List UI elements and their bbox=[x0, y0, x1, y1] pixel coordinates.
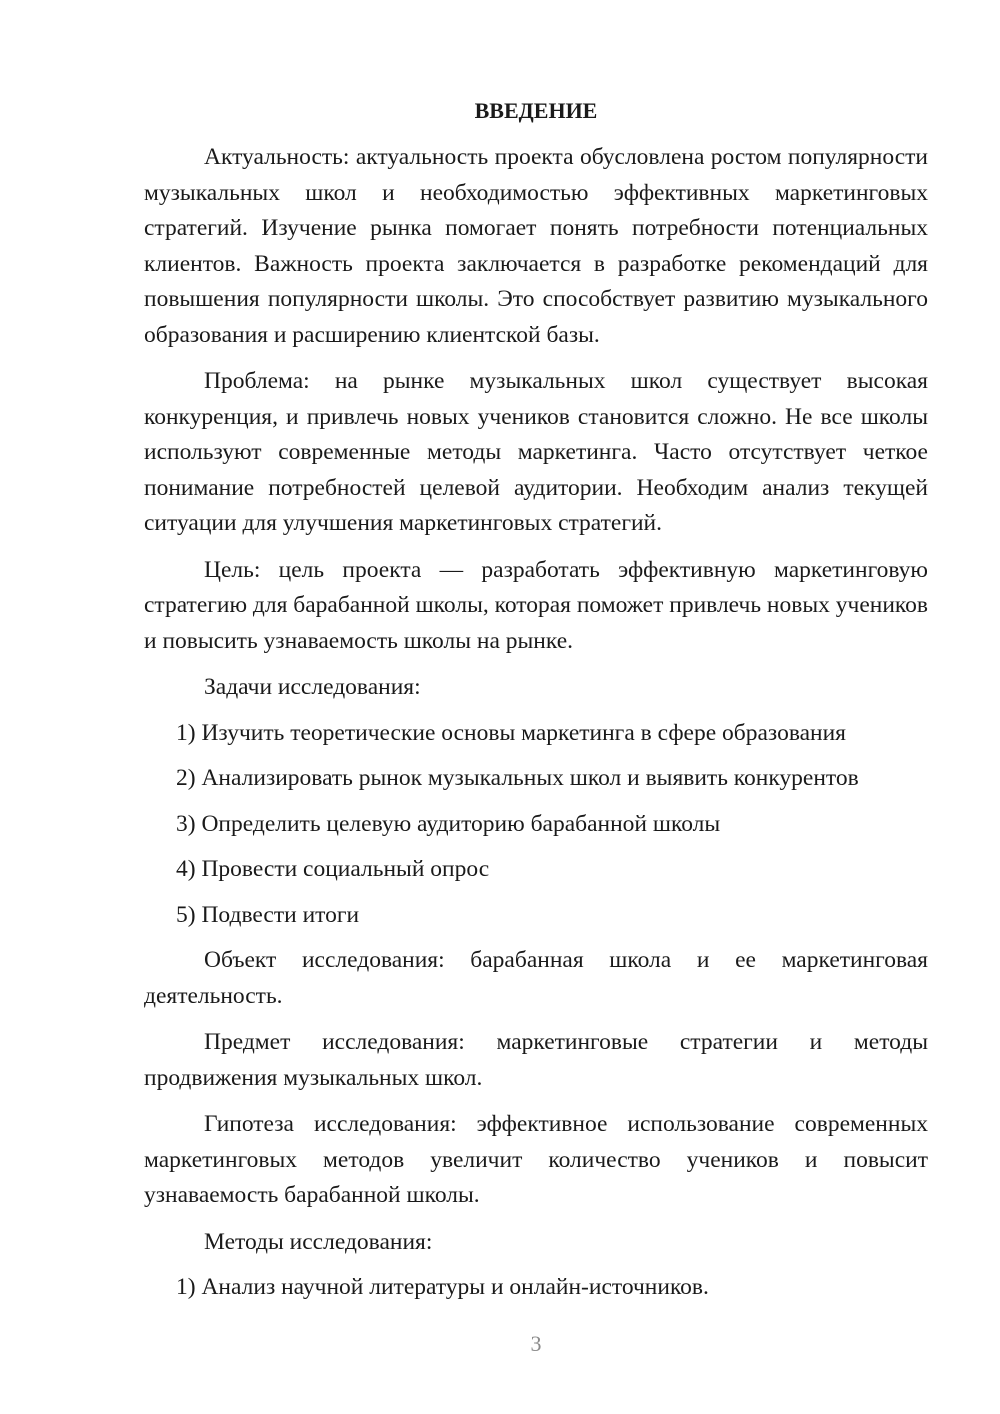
task-item: 4) Провести социальный опрос bbox=[176, 856, 490, 882]
document-page bbox=[144, 96, 928, 1316]
paragraph-problem: Проблема: на рынке музыкальных школ существует высокая конкуренция, и привлечь новых учеников становится сложно. Не все школы используют современные методы маркетинга. Часто отсутствует четкое понимание потребностей целевой аудитории. Необходим анализ текущей ситуации для улучшения маркетинговых стратегий. bbox=[144, 368, 928, 536]
paragraph-relevance: Актуальность: актуальность проекта обусловлена ростом популярности музыкальных школ и необходимостью эффективных маркетинговых стратегий. Изучение рынка помогает понять потребности потенциальных клиентов. Важность проекта заключается в разработке рекомендаций для повышения популярности школы. Это способствует развитию музыкального образования и расширению клиентской базы. bbox=[144, 144, 928, 348]
paragraph-hypothesis: Гипотеза исследования: эффективное использование современных маркетинговых методов увеличит количество учеников и повысит узнаваемость барабанной школы. bbox=[144, 1111, 928, 1208]
paragraph-subject: Предмет исследования: маркетинговые стратегии и методы продвижения музыкальных школ. bbox=[144, 1029, 928, 1091]
paragraph-goal: Цель: цель проекта — разработать эффективную маркетинговую стратегию для барабанной школы, которая поможет привлечь новых учеников и повысить узнаваемость школы на рынке. bbox=[144, 556, 928, 654]
paragraph-object: Объект исследования: барабанная школа и ее маркетинговая деятельность. bbox=[144, 947, 928, 1009]
page-number: 3 bbox=[530, 1331, 542, 1356]
task-item: 2) Анализировать рынок музыкальных школ и выявить конкурентов bbox=[176, 765, 859, 791]
page-title: ВВЕДЕНИЕ bbox=[474, 98, 598, 123]
methods-heading: Методы исследования: bbox=[204, 1228, 433, 1255]
tasks-heading: Задачи исследования: bbox=[204, 674, 421, 700]
task-item: 1) Изучить теоретические основы маркетинга в сфере образования bbox=[176, 719, 846, 746]
task-item: 3) Определить целевую аудиторию барабанной школы bbox=[176, 810, 721, 837]
task-item: 5) Подвести итоги bbox=[176, 901, 360, 928]
method-item: 1) Анализ научной литературы и онлайн-источников. bbox=[176, 1274, 709, 1300]
